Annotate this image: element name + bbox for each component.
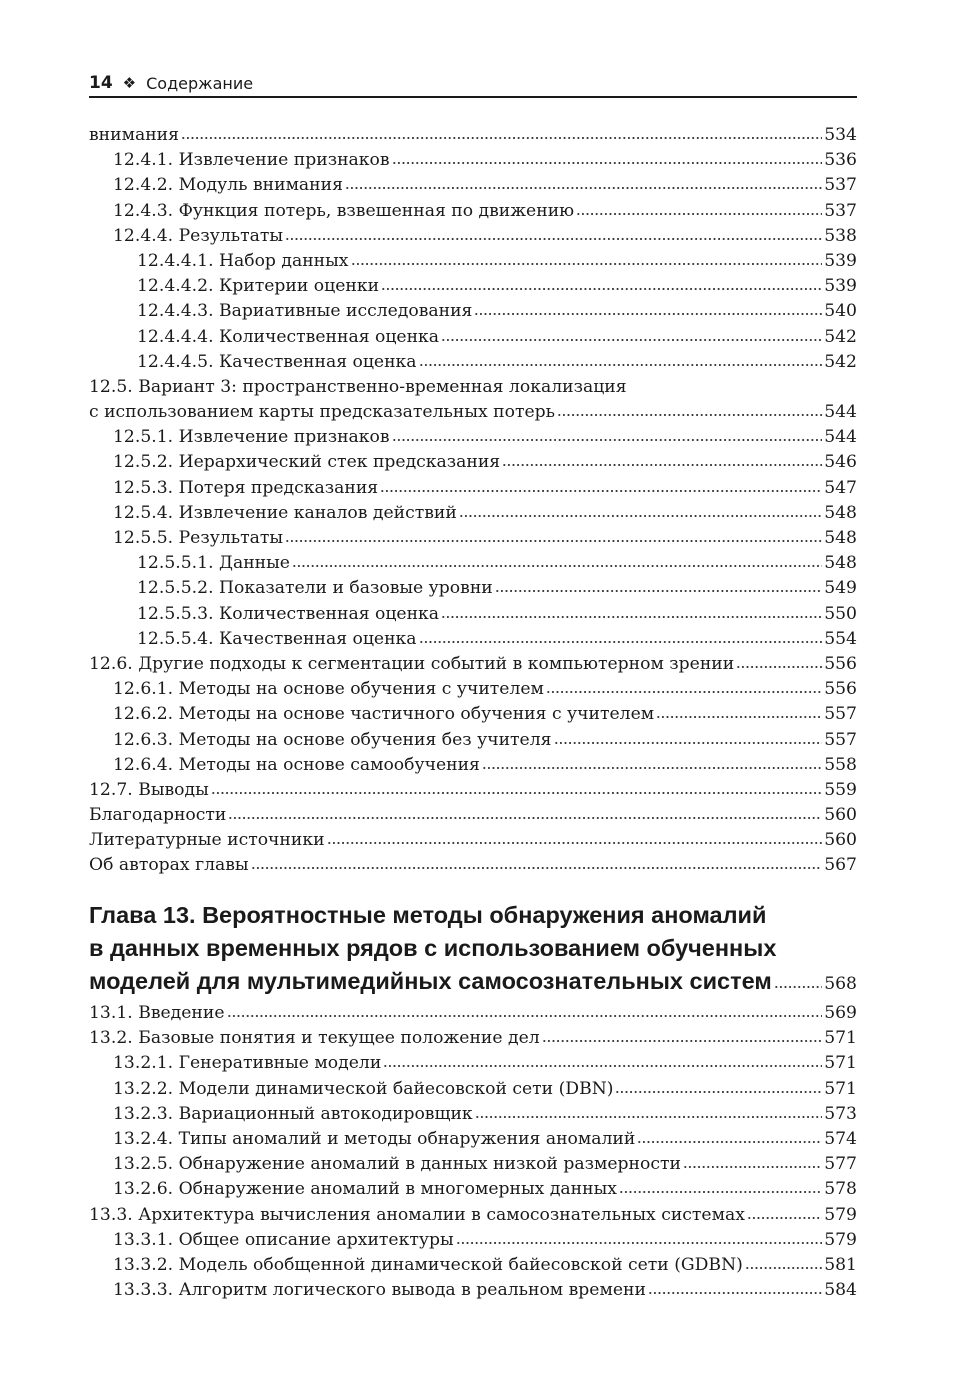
dot-leader [542, 1033, 823, 1043]
toc-entry[interactable] [89, 803, 857, 828]
dot-leader [745, 1260, 822, 1270]
toc-entry-page: 577 [824, 1154, 857, 1175]
toc-entry-page: 579 [824, 1204, 857, 1225]
dot-leader [419, 357, 823, 367]
dot-leader [392, 432, 823, 442]
dot-leader [383, 1058, 822, 1068]
toc-entry-page: 571 [824, 1028, 857, 1049]
toc-entry-page: 538 [824, 225, 857, 246]
dot-leader [228, 810, 822, 820]
toc-entry[interactable] [89, 677, 857, 702]
toc-entry-page: 567 [824, 855, 857, 876]
toc-entry[interactable] [89, 728, 857, 753]
toc-entry-title: 12.5.5.1. Данные [137, 553, 290, 574]
toc-entry-page: 546 [824, 452, 857, 473]
toc-entry-page: 537 [824, 175, 857, 196]
toc-entry[interactable] [89, 199, 857, 224]
toc-entry-page: 578 [824, 1179, 857, 1200]
toc-list-part2 [89, 1001, 857, 1303]
dot-leader [576, 206, 822, 216]
dot-leader [285, 533, 822, 543]
toc-entry-title: 12.7. Выводы [89, 779, 209, 800]
dot-leader [482, 760, 822, 770]
toc-entry[interactable] [89, 828, 857, 853]
toc-entry-page: 581 [824, 1254, 857, 1275]
page-number: 14 [89, 73, 113, 93]
toc-entry-title: 12.5. Вариант 3: пространственно-временная локализация [89, 376, 627, 397]
toc-entry-page: 548 [824, 553, 857, 574]
toc-entry[interactable] [89, 1152, 857, 1177]
toc-entry-page: 547 [824, 477, 857, 498]
chapter-title-line: в данных временных рядов с использованием обученных [89, 935, 777, 961]
toc-entry[interactable] [89, 299, 857, 324]
toc-entry-page: 571 [824, 1078, 857, 1099]
toc-entry-title: 12.4.3. Функция потерь, взвешенная по движению [113, 200, 575, 221]
toc-entry-page: 574 [824, 1128, 857, 1149]
dot-leader [380, 483, 822, 493]
toc-entry-title: 12.6.1. Методы на основе обучения с учителем [113, 679, 544, 700]
toc-entry[interactable] [89, 274, 857, 299]
toc-entry-title: 12.5.5.4. Качественная оценка [137, 628, 417, 649]
toc-entry-title: 13.2.1. Генеративные модели [113, 1053, 382, 1074]
toc-entry[interactable] [89, 1278, 857, 1303]
toc-entry[interactable] [89, 652, 857, 677]
toc-entry[interactable] [89, 350, 857, 375]
toc-entry[interactable] [89, 1177, 857, 1202]
chapter-heading-line [89, 899, 857, 932]
dot-leader [619, 1184, 822, 1194]
toc-entry[interactable] [89, 148, 857, 173]
toc-entry-page: 556 [824, 679, 857, 700]
toc-entry-page: 549 [824, 578, 857, 599]
dot-leader [615, 1084, 822, 1094]
dot-leader [459, 508, 822, 518]
dot-leader [227, 1008, 823, 1018]
toc-entry[interactable] [89, 1228, 857, 1253]
toc-entry-page: 573 [824, 1103, 857, 1124]
toc-entry[interactable] [89, 123, 857, 148]
dot-leader [211, 785, 822, 795]
toc-entry-title: 13.2.4. Типы аномалий и методы обнаружения аномалий [113, 1128, 636, 1149]
toc-entry[interactable] [89, 1127, 857, 1152]
toc-entry-title: 13.2.2. Модели динамической байесовской сети (DBN) [113, 1078, 614, 1099]
toc-entry-page: 539 [824, 276, 857, 297]
toc-entry-page: 554 [824, 628, 857, 649]
running-header [89, 70, 857, 98]
dot-leader [683, 1159, 822, 1169]
chapter-title-line: Глава 13. Вероятностные методы обнаружения аномалий [89, 902, 767, 928]
dot-leader [381, 281, 822, 291]
toc-entry-title: 12.5.1. Извлечение признаков [113, 427, 390, 448]
dot-leader [327, 835, 823, 845]
dot-leader [419, 634, 823, 644]
toc-entry-title: 12.5.5.3. Количественная оценка [137, 603, 440, 624]
toc-entry-title: Литературные источники [89, 830, 325, 851]
toc-entry[interactable] [89, 425, 857, 450]
toc-entry-title: 12.4.4.4. Количественная оценка [137, 326, 440, 347]
dot-leader [502, 457, 822, 467]
toc-entry-page: 534 [824, 125, 857, 145]
dot-leader [251, 860, 823, 870]
toc-entry-title: 12.5.4. Извлечение каналов действий [113, 502, 457, 523]
toc-entry-page: 550 [824, 603, 857, 624]
toc-entry[interactable] [89, 702, 857, 727]
toc-entry[interactable] [89, 1051, 857, 1076]
toc-entry-page: 557 [824, 704, 857, 725]
toc-entry-page: 558 [824, 754, 857, 775]
dot-leader [774, 979, 822, 989]
toc-entry-page: 539 [824, 250, 857, 271]
toc-entry-title: 12.4.4.5. Качественная оценка [137, 351, 417, 372]
dot-leader [351, 256, 823, 266]
toc-entry[interactable] [89, 249, 857, 274]
dot-leader [392, 155, 823, 165]
toc-entry-page: 559 [824, 779, 857, 800]
toc-entry[interactable] [89, 778, 857, 803]
toc-entry-title: 12.6.2. Методы на основе частичного обучения с учителем [113, 704, 655, 725]
toc-entry[interactable] [89, 526, 857, 551]
dot-leader [637, 1134, 822, 1144]
toc-entry-page: 560 [824, 805, 857, 826]
toc-entry-page: 579 [824, 1229, 857, 1250]
toc-entry-title: 12.4.4.3. Вариативные исследования [137, 301, 473, 322]
toc-entry-title: 13.3.1. Общее описание архитектуры [113, 1229, 454, 1250]
toc-entry-title: 13.2.3. Вариационный автокодировщик [113, 1103, 473, 1124]
toc-entry-title: 13.2. Базовые понятия и текущее положение дел [89, 1028, 540, 1049]
dot-leader [474, 306, 822, 316]
toc-entry[interactable] [89, 400, 857, 425]
dot-leader [181, 130, 822, 140]
toc-entry[interactable] [89, 853, 857, 878]
toc-entry-title: 13.1. Введение [89, 1003, 225, 1023]
dot-leader [456, 1235, 823, 1245]
toc-entry-page: 540 [824, 301, 857, 322]
toc-entry[interactable] [89, 1102, 857, 1127]
toc-entry[interactable] [89, 173, 857, 198]
toc-entry[interactable] [89, 224, 857, 249]
chapter-title-line: моделей для мультимедийных самосознательных систем [89, 968, 772, 994]
dot-leader [656, 709, 822, 719]
dot-leader [546, 684, 822, 694]
toc-entry[interactable] [89, 1253, 857, 1278]
running-title: Содержание [146, 73, 254, 93]
dot-leader [285, 231, 822, 241]
toc-entry-title: 13.3.3. Алгоритм логического вывода в реальном времени [113, 1280, 646, 1301]
toc-entry-title: 13.2.6. Обнаружение аномалий в многомерных данных [113, 1179, 617, 1200]
dot-leader [736, 659, 822, 669]
dot-leader [554, 735, 823, 745]
toc-entry-title: 12.6. Другие подходы к сегментации событий в компьютерном зрении [89, 653, 735, 674]
toc-entry-page: 548 [824, 528, 857, 548]
toc-entry[interactable] [89, 501, 857, 526]
toc-entry-title: 12.5.5. Результаты [113, 528, 284, 548]
dot-leader [475, 1109, 823, 1119]
toc-entry-title: 12.5.5.2. Показатели и базовые уровни [137, 578, 493, 599]
toc-entry[interactable] [89, 476, 857, 501]
toc-entry-page: 536 [824, 150, 857, 171]
toc-entry-title: 12.5.3. Потеря предсказания [113, 477, 379, 498]
toc-entry-page: 544 [824, 427, 857, 448]
toc-entry[interactable] [89, 450, 857, 475]
toc-entry-title: Благодарности [89, 805, 227, 826]
toc-entry[interactable] [89, 551, 857, 576]
toc-entry-title: 13.2.5. Обнаружение аномалий в данных низкой размерности [113, 1154, 681, 1175]
toc-entry-page: 542 [824, 351, 857, 372]
toc-entry[interactable] [89, 375, 857, 400]
toc-entry[interactable] [89, 325, 857, 350]
toc-entry-title: 12.4.2. Модуль внимания [113, 175, 343, 196]
dot-leader [441, 332, 822, 342]
toc-entry[interactable] [89, 576, 857, 601]
toc-entry[interactable] [89, 1203, 857, 1228]
toc-entry-page: 571 [824, 1053, 857, 1074]
dot-leader [292, 558, 822, 568]
dot-leader [648, 1285, 822, 1295]
toc-entry-title: 13.3. Архитектура вычисления аномалии в самосознательных системах [89, 1204, 745, 1225]
dot-leader [495, 583, 822, 593]
toc-entry-page: 557 [824, 729, 857, 750]
toc-entry-title: внимания [89, 125, 179, 145]
dot-leader [557, 407, 822, 417]
toc-entry-title: 12.4.4. Результаты [113, 225, 284, 246]
toc-entry-title: Об авторах главы [89, 855, 249, 876]
toc-entry[interactable] [89, 1001, 857, 1026]
ornament-icon: ❖ [122, 74, 137, 92]
dot-leader [441, 609, 822, 619]
chapter-heading-line [89, 965, 857, 998]
dot-leader [747, 1210, 822, 1220]
toc-entry-page: 537 [824, 200, 857, 221]
chapter-13-heading [89, 899, 857, 998]
toc-entry-title: 12.4.4.2. Критерии оценки [137, 276, 380, 297]
toc-entry-page: 544 [824, 402, 857, 423]
toc-list-part1 [89, 123, 857, 879]
toc-entry[interactable] [89, 753, 857, 778]
toc-entry[interactable] [89, 1026, 857, 1051]
toc-entry-title: 12.4.1. Извлечение признаков [113, 150, 390, 171]
toc-entry-page: 542 [824, 326, 857, 347]
toc-entry-title: 12.6.3. Методы на основе обучения без учителя [113, 729, 552, 750]
dot-leader [345, 180, 822, 190]
toc-entry-title: 12.5.2. Иерархический стек предсказания [113, 452, 501, 473]
chapter-heading-line [89, 932, 857, 965]
page-ref: 568 [824, 974, 857, 994]
toc-entry-title: 13.3.2. Модель обобщенной динамической байесовской сети (GDBN) [113, 1254, 743, 1275]
toc-entry-title: 12.4.4.1. Набор данных [137, 250, 349, 271]
toc-entry-title: с использованием карты предсказательных потерь [89, 402, 555, 423]
toc-entry-page: 560 [824, 830, 857, 851]
toc-entry[interactable] [89, 627, 857, 652]
toc-entry[interactable] [89, 1077, 857, 1102]
toc-entry[interactable] [89, 602, 857, 627]
toc-entry-page: 569 [824, 1003, 857, 1023]
toc-entry-page: 548 [824, 502, 857, 523]
toc-entry-page: 584 [824, 1280, 857, 1301]
toc-entry-page: 556 [824, 653, 857, 674]
toc-entry-title: 12.6.4. Методы на основе самообучения [113, 754, 480, 775]
